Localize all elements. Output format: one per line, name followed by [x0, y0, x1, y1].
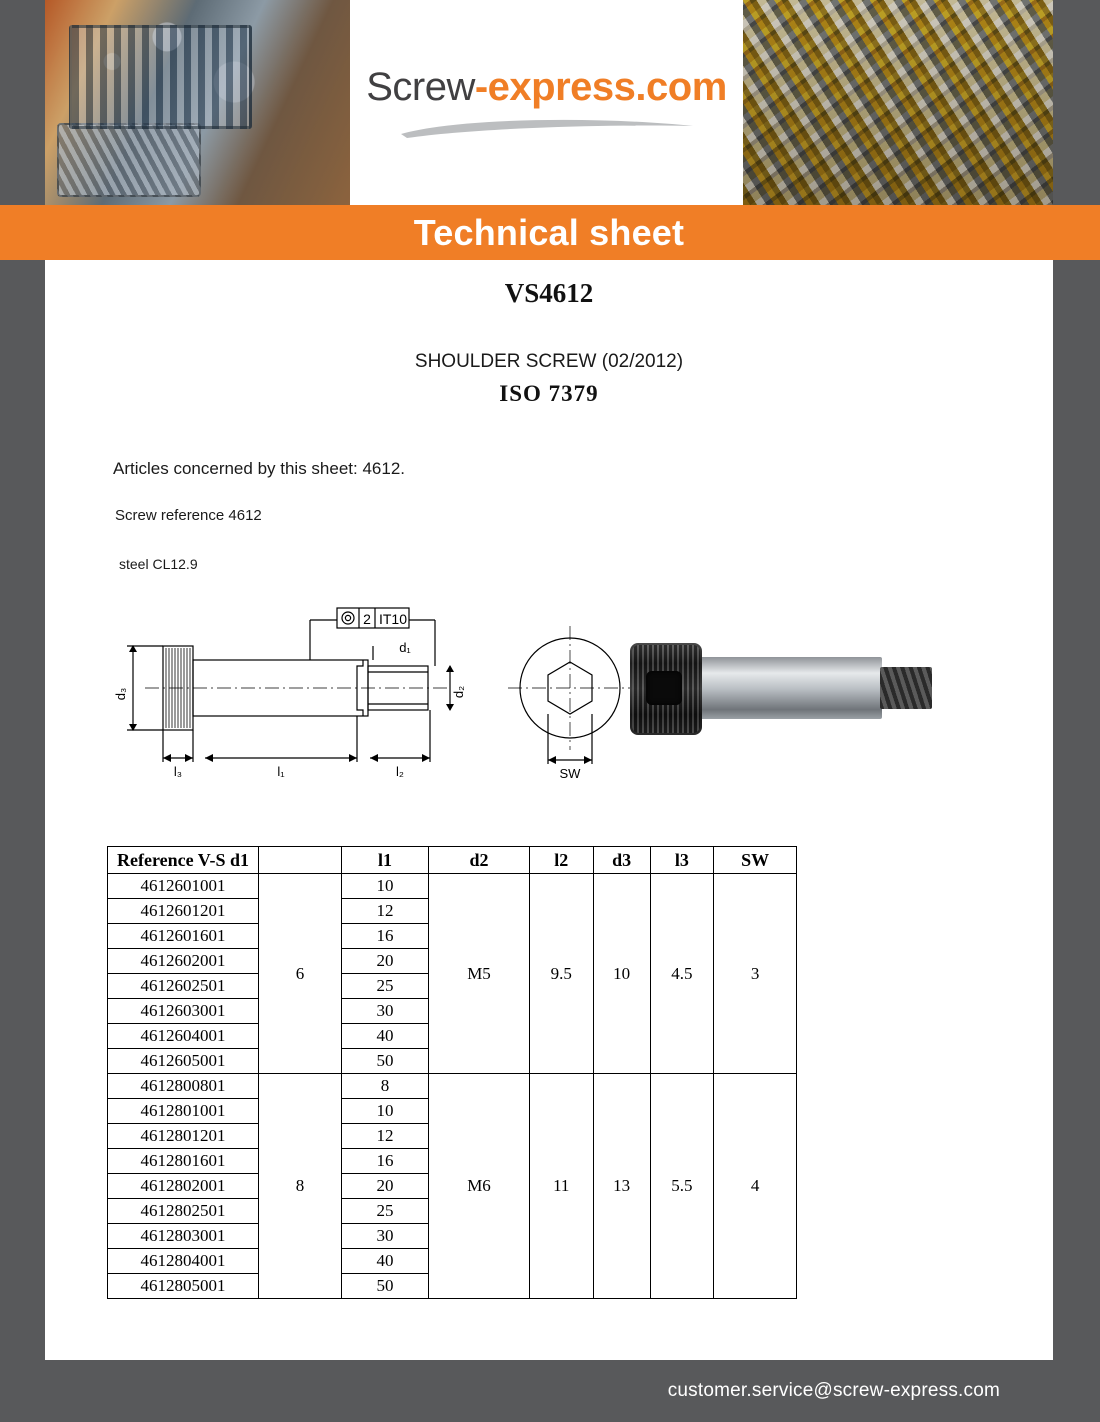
banner-title: Technical sheet	[413, 211, 685, 253]
cell-reference: 4612805001	[108, 1274, 259, 1299]
cell-sw: 3	[714, 874, 797, 1074]
page-footer	[0, 1360, 1100, 1422]
cell-l1: 16	[342, 924, 429, 949]
cell-d2: M6	[429, 1074, 530, 1299]
cell-reference: 4612801601	[108, 1149, 259, 1174]
footer-gap	[45, 1324, 1053, 1360]
cell-reference: 4612604001	[108, 1024, 259, 1049]
logo-secondary-text: -express.com	[474, 65, 727, 109]
technical-sheet-banner	[45, 205, 1053, 260]
hex-socket	[646, 671, 682, 705]
cell-reference: 4612605001	[108, 1049, 259, 1074]
label-l3: l₃	[173, 764, 183, 779]
label-d2: d₂	[451, 685, 466, 699]
table-row[interactable]	[108, 874, 797, 899]
cell-l3: 4.5	[650, 874, 714, 1074]
col-d2: d2	[429, 847, 530, 874]
cell-l3: 5.5	[650, 1074, 714, 1299]
cell-reference: 4612602001	[108, 949, 259, 974]
banner-right-cap	[1053, 205, 1100, 260]
cell-l1: 12	[342, 1124, 429, 1149]
workbench-photo	[45, 0, 350, 205]
col-d3: d3	[593, 847, 650, 874]
cell-l1: 16	[342, 1149, 429, 1174]
cell-l1: 20	[342, 949, 429, 974]
cell-l1: 30	[342, 999, 429, 1024]
workbench-photo-image	[45, 0, 350, 205]
articles-concerned-line: Articles concerned by this sheet: 4612.	[113, 459, 405, 478]
cell-reference: 4612802501	[108, 1199, 259, 1224]
cell-l1: 25	[342, 974, 429, 999]
label-l1: l₁	[277, 764, 285, 779]
page-header	[45, 0, 1053, 205]
cell-reference: 4612601601	[108, 924, 259, 949]
document-code: VS4612	[504, 278, 594, 308]
drawing-area	[45, 590, 1053, 820]
customer-service-email[interactable]: customer.service@screw-express.com	[667, 1380, 1000, 1401]
logo-primary-text: Screw	[366, 65, 475, 109]
cell-d2: M5	[429, 874, 530, 1074]
cell-reference: 4612801001	[108, 1099, 259, 1124]
col-l3: l3	[650, 847, 714, 874]
table-row[interactable]	[108, 1074, 797, 1099]
cell-reference: 4612803001	[108, 1224, 259, 1249]
tolerance-grade: IT10	[378, 611, 408, 627]
end-view-drawing	[500, 600, 640, 790]
screw-shank	[700, 657, 882, 719]
tolerance-value: 2	[363, 611, 371, 627]
cell-l2: 9.5	[530, 874, 594, 1074]
label-d3: d₃	[113, 687, 128, 701]
spec-table-wrapper	[107, 846, 797, 1299]
brand-logo[interactable]	[350, 0, 743, 205]
cell-reference: 4612800801	[108, 1074, 259, 1099]
cell-l1: 40	[342, 1249, 429, 1274]
screws-photo	[743, 0, 1053, 205]
screw-thread	[880, 667, 932, 709]
cell-reference: 4612802001	[108, 1174, 259, 1199]
cell-l1: 10	[342, 874, 429, 899]
cell-l1: 10	[342, 1099, 429, 1124]
document-subtitle: SHOULDER SCREW (02/2012)	[414, 351, 684, 372]
cell-l1: 25	[342, 1199, 429, 1224]
cell-reference: 4612601201	[108, 899, 259, 924]
cell-l1: 40	[342, 1024, 429, 1049]
cell-l1: 8	[342, 1074, 429, 1099]
spec-table	[107, 846, 797, 1299]
cell-d3: 13	[593, 1074, 650, 1299]
cell-l1: 30	[342, 1224, 429, 1249]
cell-l1: 20	[342, 1174, 429, 1199]
shoulder-screw-photo	[630, 635, 940, 745]
label-d1: d₁	[399, 640, 411, 655]
cell-d1: 6	[259, 874, 342, 1074]
col-d1	[259, 847, 342, 874]
cell-d1: 8	[259, 1074, 342, 1299]
document-standard: ISO 7379	[499, 381, 599, 406]
cell-reference: 4612601001	[108, 874, 259, 899]
document-content	[45, 260, 1053, 1299]
cell-l1: 50	[342, 1274, 429, 1299]
col-reference: Reference V-S d1	[108, 847, 259, 874]
cell-reference: 4612804001	[108, 1249, 259, 1274]
col-l2: l2	[530, 847, 594, 874]
cell-l1: 50	[342, 1049, 429, 1074]
label-sw: SW	[559, 766, 581, 781]
material-line: steel CL12.9	[119, 556, 198, 572]
cell-reference: 4612602501	[108, 974, 259, 999]
screw-reference-line: Screw reference 4612	[115, 507, 262, 524]
col-l1: l1	[342, 847, 429, 874]
logo-text	[366, 65, 727, 110]
logo-swoosh-icon	[397, 114, 697, 140]
table-header-row	[108, 847, 797, 874]
col-sw: SW	[714, 847, 797, 874]
label-l2: l₂	[396, 764, 404, 779]
cell-d3: 10	[593, 874, 650, 1074]
screws-photo-image	[743, 0, 1053, 205]
side-view-drawing	[105, 590, 495, 805]
cell-reference: 4612603001	[108, 999, 259, 1024]
cell-l1: 12	[342, 899, 429, 924]
cell-sw: 4	[714, 1074, 797, 1299]
banner-left-cap	[0, 205, 45, 260]
cell-reference: 4612801201	[108, 1124, 259, 1149]
cell-l2: 11	[530, 1074, 594, 1299]
